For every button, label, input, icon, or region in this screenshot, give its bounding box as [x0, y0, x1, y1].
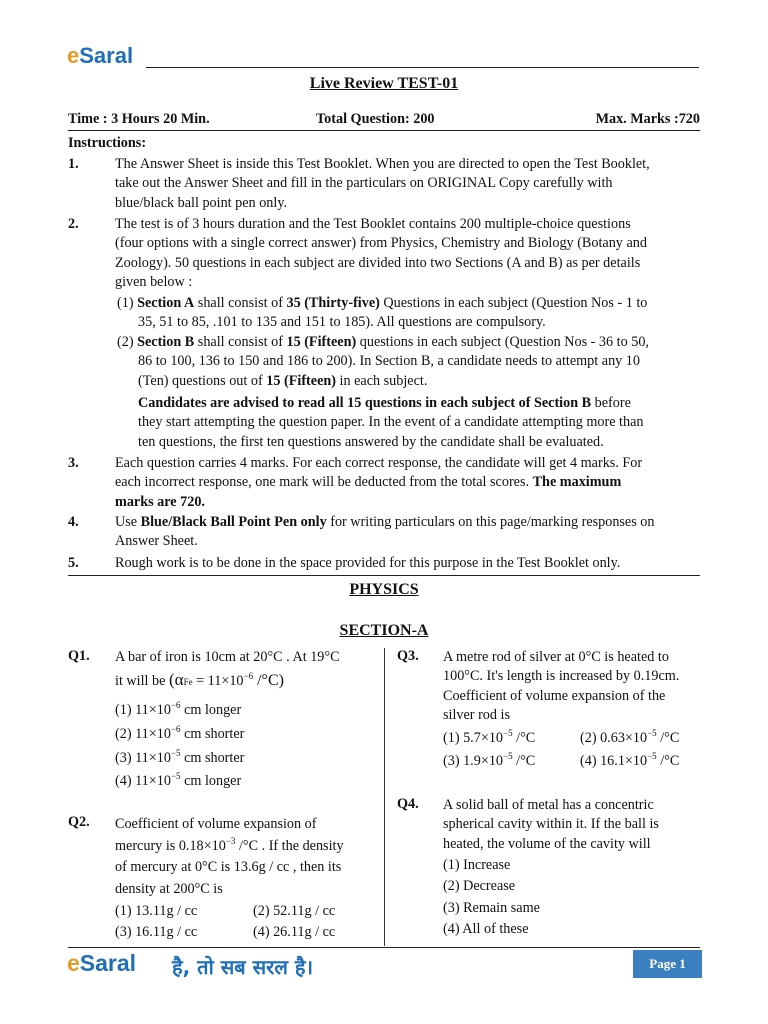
instruction-4-line: Answer Sheet.	[115, 533, 198, 550]
q4-number: Q4.	[397, 796, 419, 812]
q3-text	[443, 648, 679, 726]
q2-line2c: /°C . If the density	[235, 837, 344, 854]
instruction-1-line: The Answer Sheet is inside this Test Booklet. When you are directed to open the Test Booklet,	[115, 156, 650, 172]
q1-option-4[interactable]: (4) $11\times 10^{-5}$ cm longer	[115, 771, 242, 790]
q2-line2a: mercury is 0.18×10	[115, 837, 226, 854]
advice-rest: before	[591, 395, 631, 411]
q1-option-3[interactable]: (3) $11\times 10^{-5}$ cm shorter	[115, 747, 245, 766]
instruction-2-line: (four options with a single correct answer) from Physics, Chemistry and Biology (Botany and	[115, 235, 647, 252]
footer-logo-text: Saral	[79, 950, 137, 976]
q2-option-4[interactable]: (4) 26.11g / cc	[253, 924, 336, 940]
sub2-rest: questions in each subject (Question Nos - 36 to 50,	[356, 334, 649, 350]
footer-tagline: है, तो सब सरल है।	[172, 955, 314, 979]
sub1-line2: 35, 51 to 85, .101 to 135 and 151 to 185). All questions are compulsory.	[138, 314, 546, 331]
total-question-info: Total Question: 200	[316, 111, 435, 127]
q4-line3: heated, the volume of the cavity will	[443, 835, 651, 852]
instruction-3-num: 3.	[68, 455, 79, 471]
instruction-3-line: Each question carries 4 marks. For each correct response, the candidate will get 4 marks. For	[115, 455, 643, 471]
time-info: Time : 3 Hours 20 Min.	[68, 111, 210, 127]
section-heading: SECTION-A	[339, 622, 429, 639]
q2-number: Q2.	[68, 814, 90, 830]
section-a-rule	[117, 294, 647, 333]
q4-line2: spherical cavity within it. If the ball is	[443, 816, 659, 833]
q1-line2a: it will be	[115, 673, 169, 690]
instruction-2	[115, 215, 647, 293]
q3-option-2[interactable]: (2) $0.63\times 10^{-5}$ /°C	[580, 728, 680, 746]
instruction-2-line: The test is of 3 hours duration and the Test Booklet contains 200 multiple-choice questions	[115, 216, 631, 232]
instruction-3	[115, 454, 642, 512]
q2-option-2[interactable]: (2) 52.11g / cc	[253, 903, 336, 919]
q1-alpha: (α	[169, 670, 184, 690]
max-marks-note-a: The maximum	[532, 474, 622, 491]
q1-number: Q1.	[68, 648, 90, 664]
q4-options	[443, 855, 540, 941]
test-title: Live Review TEST-01	[309, 75, 459, 92]
q4-option-4[interactable]: (4) All of these	[443, 921, 529, 938]
sub1-bold2: 35 (Thirty-five)	[286, 295, 380, 311]
section-b-rule	[117, 333, 649, 391]
q1-coef: = 11×10	[192, 673, 244, 690]
rule-3	[68, 575, 700, 576]
q4-text	[443, 796, 659, 854]
header-rule	[146, 67, 699, 68]
instruction-2-num: 2.	[68, 216, 79, 232]
section-b-advice	[138, 394, 643, 452]
q1-option-1[interactable]: (1) $11\times 10^{-6}$ cm longer	[115, 700, 242, 718]
sub2-bold2: 15 (Fifteen)	[286, 334, 357, 350]
subject-heading: PHYSICS	[349, 581, 419, 598]
sub2-line3a: (Ten) questions out of	[138, 372, 267, 389]
advice-line3: ten questions, the first ten questions answered by the candidate shall be evaluated.	[138, 433, 604, 450]
sub2-mid: shall consist of	[194, 334, 287, 350]
q3-line4: silver rod is	[443, 707, 510, 724]
q3-line3: Coefficient of volume expansion of the	[443, 687, 666, 704]
sub2-prefix: (2)	[117, 334, 138, 350]
sub2-line3c: in each subject.	[335, 372, 428, 389]
instructions-heading: Instructions:	[68, 135, 147, 151]
q1-option-2[interactable]: (2) $11\times 10^{-6}$ cm shorter	[115, 723, 245, 742]
q4-option-2[interactable]: (2) Decrease	[443, 878, 516, 895]
footer-rule	[68, 947, 700, 948]
sub1-mid: shall consist of	[194, 295, 287, 311]
column-divider	[384, 648, 385, 946]
item4-rest: for writing particulars on this page/marking responses on	[326, 514, 655, 530]
sub1-bold1: Section A	[137, 295, 195, 311]
q2-option-3[interactable]: (3) 16.11g / cc	[115, 924, 198, 940]
q2-exp: −3	[225, 835, 236, 846]
sub1-prefix: (1)	[117, 295, 138, 311]
max-marks-info: Max. Marks :720	[595, 111, 700, 127]
sub1-rest: Questions in each subject (Question Nos - 1 to	[379, 295, 648, 311]
q2-option-1[interactable]: (1) 13.11g / cc	[115, 903, 198, 919]
instruction-4-num: 4.	[68, 514, 79, 530]
q4-option-1[interactable]: (1) Increase	[443, 857, 511, 873]
item4-prefix: Use	[115, 514, 141, 530]
q2-line3: of mercury at 0°C is 13.6g / cc , then its	[115, 859, 342, 876]
instruction-1-line: take out the Answer Sheet and fill in the particulars on ORIGINAL Copy carefully with	[115, 175, 613, 192]
q3-option-4[interactable]: (4) $16.1\times 10^{-5}$ /°C	[580, 751, 680, 769]
logo-text: Saral	[79, 43, 134, 68]
page-number-badge: Page 1	[633, 950, 702, 978]
footer-logo-e: e	[67, 950, 80, 976]
instruction-1-line: blue/black ball point pen only.	[115, 194, 288, 211]
q4-option-3[interactable]: (3) Remain same	[443, 899, 540, 916]
advice-bold: Candidates are advised to read all 15 questions in each subject of Section B	[138, 395, 592, 411]
instruction-4	[115, 513, 655, 552]
q2-text	[115, 814, 344, 900]
advice-line2: they start attempting the question paper. In the event of a candidate attempting more than	[138, 414, 644, 431]
sub2-line2: 86 to 100, 136 to 150 and 186 to 200). In Section B, a candidate needs to attempt any 10	[138, 353, 640, 370]
footer-logo	[67, 950, 136, 977]
q3-option-1[interactable]: (1) $5.7\times 10^{-5}$ /°C	[443, 728, 536, 746]
instruction-1	[115, 155, 650, 213]
q3-option-3[interactable]: (3) $1.9\times 10^{-5}$ /°C	[443, 751, 536, 769]
q1-line1: A bar of iron is 10cm at 20°C . At 19°C	[115, 649, 340, 665]
q2-line4: density at 200°C is	[115, 880, 223, 897]
instruction-2-line: given below :	[115, 274, 193, 291]
instruction-5: Rough work is to be done in the space provided for this purpose in the Test Booklet only.	[115, 555, 621, 571]
q3-line1: A metre rod of silver at 0°C is heated to	[443, 649, 669, 665]
q1-sub: Fe	[183, 677, 193, 688]
rule-2	[68, 130, 700, 131]
item4-bold: Blue/Black Ball Point Pen only	[140, 514, 327, 530]
instruction-5-num: 5.	[68, 555, 79, 571]
q4-line1: A solid ball of metal has a concentric	[443, 797, 654, 813]
max-marks-note-b: marks are 720.	[115, 493, 205, 510]
q3-line2: 100°C. It's length is increased by 0.19cm.	[443, 668, 680, 685]
logo-e: e	[67, 43, 80, 68]
sub2-bold1: Section B	[137, 334, 195, 350]
q1-unit: /°C)	[253, 672, 284, 690]
q3-number: Q3.	[397, 648, 419, 664]
q1-options	[115, 699, 244, 794]
instruction-1-num: 1.	[68, 156, 79, 172]
q2-line1: Coefficient of volume expansion of	[115, 816, 317, 832]
q1-text	[115, 648, 340, 693]
brand-logo	[67, 43, 133, 69]
sub2-line3b: 15 (Fifteen)	[266, 372, 336, 389]
instruction-2-line: Zoology). 50 questions in each subject are divided into two Sections (A and B) as per details	[115, 254, 641, 271]
instruction-3-line: each incorrect response, one mark will be deducted from the total scores.	[115, 474, 530, 491]
q1-exp: −6	[243, 671, 254, 682]
